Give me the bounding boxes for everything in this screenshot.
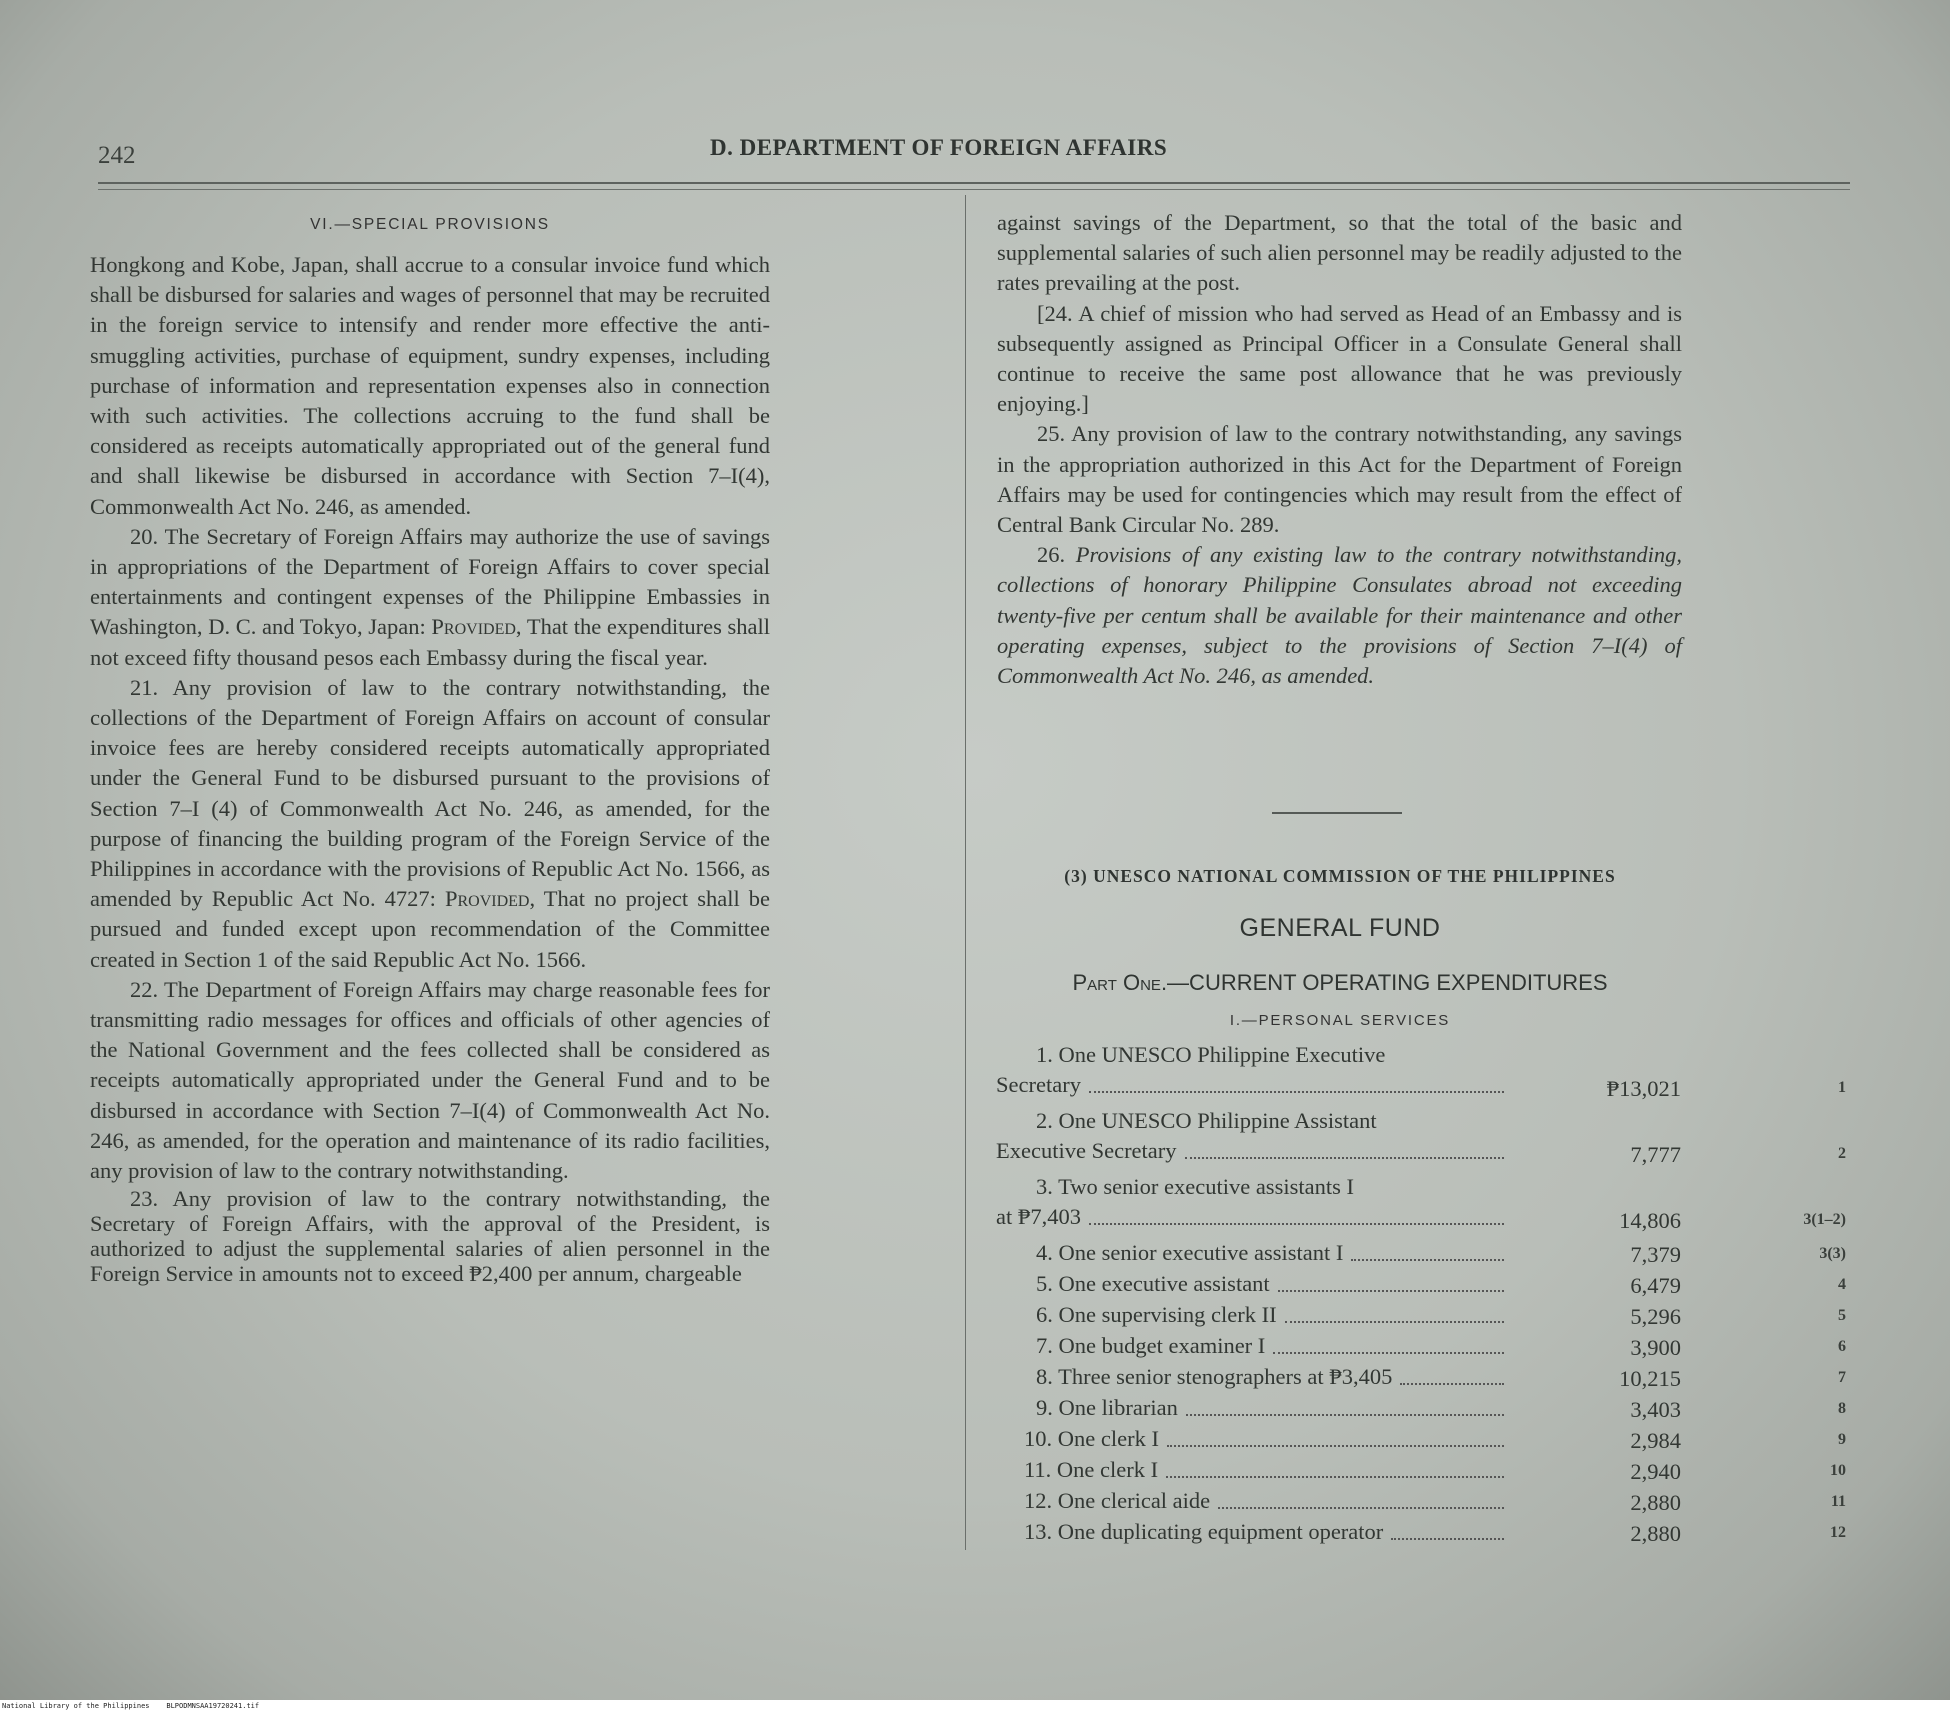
footer-source: National Library of the Philippines: [2, 1702, 150, 1710]
item-amount: 6,479: [1630, 1273, 1681, 1298]
item-line-number: 7: [1838, 1369, 1846, 1386]
footer-file: BLPODMNSAA19720241.tif: [166, 1702, 260, 1710]
item-description-line: 2. One UNESCO Philippine Assistant: [1036, 1108, 1377, 1133]
item-description-leader: [996, 1300, 1508, 1330]
dot-leader: [1167, 1445, 1504, 1447]
item-description-text: 13. One duplicating equipment operator: [1024, 1519, 1384, 1544]
fund-title: GENERAL FUND: [1239, 914, 1441, 942]
item-description-text: Secretary: [996, 1072, 1081, 1097]
item-description-leader: [996, 1486, 1508, 1516]
item-description-text: 9. One librarian: [1036, 1395, 1178, 1420]
paragraph-continued: Hongkong and Kobe, Japan, shall accrue to a consular invoice fund which shall be disbursed for salaries and wages of personnel that may be recruited in the foreign service to intensify and render more effective the anti-smuggling activities, purchase of equipment, sundry expenses, including purchase of information and representation expenses also in connection with such activities. The collections accruing to the fund shall be considered as receipts automatically appropriated out of the general fund and shall likewise be disbursed in accordance with Section 7–I(4), Commonwealth Act No. 246, as amended.: [90, 252, 770, 519]
item-line-number: 3(3): [1819, 1245, 1846, 1262]
part-title: [1000, 970, 1680, 996]
item-description-text: 11. One clerk I: [1024, 1457, 1159, 1482]
right-column: [997, 208, 1682, 691]
item-description: [996, 1040, 1508, 1100]
item-description-text: at ₱7,403: [996, 1204, 1082, 1229]
section-title: I.—PERSONAL SERVICES: [1229, 1012, 1451, 1029]
paragraph-26-number: 26.: [1037, 542, 1066, 568]
item-description: [996, 1106, 1508, 1166]
paragraph-21-text-cont: That no project shall be pursued and funded except upon recommendation of the Committee created in Section 1 of the said Republic Act No. 1566.: [90, 886, 771, 972]
item-description: [996, 1238, 1508, 1268]
item-amount: 2,940: [1630, 1459, 1681, 1484]
item-description: [996, 1424, 1508, 1454]
item-description: [996, 1300, 1508, 1330]
item-description-text: 6. One supervising clerk II: [1036, 1302, 1277, 1327]
item-amount: 2,880: [1630, 1490, 1681, 1515]
item-amount: 10,215: [1619, 1366, 1681, 1391]
item-amount: 2,984: [1630, 1428, 1681, 1453]
dot-leader: [1278, 1290, 1504, 1292]
header-rule-thin: [98, 189, 1850, 190]
running-head: D. DEPARTMENT OF FOREIGN AFFAIRS: [710, 135, 1168, 160]
paragraph-20: [90, 522, 770, 673]
item-description-text: 8. Three senior stenographers at ₱3,405: [1036, 1364, 1393, 1389]
special-provisions-heading: VI.—SPECIAL PROVISIONS: [310, 216, 550, 233]
item-line-number: 10: [1830, 1462, 1846, 1479]
item-description-line: 3. Two senior executive assistants I: [1036, 1174, 1354, 1199]
item-description-leader: [996, 1331, 1508, 1361]
item-description-leader: [996, 1202, 1508, 1232]
item-amount: 3,403: [1630, 1397, 1681, 1422]
item-description: [996, 1455, 1508, 1485]
item-description-leader: [996, 1517, 1508, 1547]
part-title-text: .—CURRENT OPERATING EXPENDITURES: [1160, 970, 1608, 995]
page-number: 242: [98, 142, 136, 169]
dot-leader: [1089, 1091, 1504, 1093]
item-amount: 7,777: [1630, 1142, 1681, 1167]
item-description-leader: [996, 1070, 1508, 1100]
item-description: [996, 1331, 1508, 1361]
item-description-text: Executive Secretary: [996, 1138, 1177, 1163]
item-description-leader: [996, 1269, 1508, 1299]
dot-leader: [1285, 1321, 1504, 1323]
item-description-leader: [996, 1393, 1508, 1423]
item-description-leader: [996, 1424, 1508, 1454]
agency-title: (3) UNESCO NATIONAL COMMISSION OF THE PHILIPPINES: [1064, 866, 1616, 886]
item-amount: 5,296: [1630, 1304, 1681, 1329]
item-line-number: 9: [1838, 1431, 1846, 1448]
dot-leader: [1186, 1414, 1504, 1416]
item-line-number: 3(1–2): [1803, 1211, 1846, 1228]
column-divider: [965, 195, 966, 1550]
item-line-number: 1: [1838, 1079, 1846, 1096]
part-label: Part One: [1072, 970, 1161, 995]
item-description: [996, 1172, 1508, 1232]
paragraph-25: 25. Any provision of law to the contrary notwithstanding, any savings in the appropriation authorized in this Act for the Department of Foreign Affairs may be used for contingencies which may result from the effect of Central Bank Circular No. 289.: [997, 421, 1682, 538]
paragraph-20-text: 20. The Secretary of Foreign Affairs may authorize the use of savings in appropriations of the Department of Foreign Affairs to cover special entertainments and contingent expenses of the Philippine Embassies in Washington, D. C. and Tokyo, Japan:: [90, 523, 770, 640]
item-description-leader: [996, 1136, 1508, 1166]
item-description: [996, 1486, 1508, 1516]
dot-leader: [1185, 1157, 1504, 1159]
item-amount: ₱13,021: [1606, 1076, 1681, 1101]
item-description-text: 7. One budget examiner I: [1036, 1333, 1266, 1358]
paragraph-26-text: Provisions of any existing law to the contrary notwithstanding, collections of honorary Philippine Consulates abroad not exceeding twenty-five per centum shall be available for their maintenance and other operating expenses, subject to the provisions of Section 7–I(4) of Commonwealth Act No. 246, as amended.: [997, 542, 1683, 689]
item-amount: 2,880: [1630, 1521, 1681, 1546]
item-description-leader: [996, 1455, 1508, 1485]
dot-leader: [1166, 1476, 1504, 1478]
item-description-text: 4. One senior executive assistant I: [1036, 1240, 1344, 1265]
dot-leader: [1273, 1352, 1504, 1354]
provided-label: Provided,: [431, 614, 522, 640]
item-amount: 3,900: [1630, 1335, 1681, 1360]
scan-footer: [0, 1700, 1950, 1713]
item-description-line: 1. One UNESCO Philippine Executive: [1036, 1042, 1386, 1067]
item-line-number: 2: [1838, 1145, 1846, 1162]
item-amount: 7,379: [1630, 1242, 1681, 1267]
header-rule: [98, 182, 1850, 184]
item-description-text: 12. One clerical aide: [1024, 1488, 1211, 1513]
dot-leader: [1400, 1383, 1504, 1385]
item-description-text: 10. One clerk I: [1024, 1426, 1159, 1451]
paragraph-20-text-cont: That the expenditures shall not exceed fifty thousand pesos each Embassy during the fiscal year.: [90, 614, 771, 670]
section-separator: [1272, 812, 1402, 814]
item-description: [996, 1393, 1508, 1423]
item-description-leader: [996, 1362, 1508, 1392]
paragraph-26: [997, 540, 1682, 691]
item-line-number: 12: [1830, 1524, 1846, 1541]
provided-label: Provided,: [444, 886, 536, 912]
item-line-number: 11: [1830, 1493, 1846, 1510]
item-line-number: 8: [1838, 1400, 1846, 1417]
dot-leader: [1218, 1507, 1504, 1509]
item-description: [996, 1269, 1508, 1299]
dot-leader: [1089, 1223, 1504, 1225]
item-description: [996, 1517, 1508, 1547]
item-line-number: 4: [1838, 1276, 1846, 1293]
paragraph-24: [24. A chief of mission who had served as Head of an Embassy and is subsequently assigned as Principal Officer in a Consulate General shall continue to receive the same post allowance that he was previously enjoying.]: [997, 300, 1682, 417]
item-amount: 14,806: [1619, 1208, 1681, 1233]
paragraph-21-text: 21. Any provision of law to the contrary notwithstanding, the collections of the Department of Foreign Affairs on account of consular invoice fees are hereby considered receipts automatically appropriated under the General Fund to be disbursed pursuant to the provisions of Section 7–I (4) of Commonwealth Act No. 246, as amended, for the purpose of financing the building program of the Foreign Service of the Philippines in accordance with the provisions of Republic Act No. 1566, as amended by Republic Act No. 4727:: [90, 674, 770, 912]
dot-leader: [1351, 1259, 1504, 1261]
item-description-leader: [996, 1238, 1508, 1268]
left-column: [90, 250, 770, 1286]
item-description: [996, 1362, 1508, 1392]
paragraph-23-continued: against savings of the Department, so that the total of the basic and supplemental salaries of such alien personnel may be readily adjusted to the rates prevailing at the post.: [997, 210, 1682, 296]
paragraph-22: 22. The Department of Foreign Affairs may charge reasonable fees for transmitting radio messages for offices and officials of other agencies of the National Government and the fees collected shall be considered as receipts automatically appropriated under the General Fund and to be disbursed in accordance with Section 7–I(4) of Commonwealth Act No. 246, as amended, for the operation and maintenance of its radio facilities, any provision of law to the contrary notwithstanding.: [90, 976, 770, 1184]
dot-leader: [1391, 1538, 1504, 1540]
item-line-number: 5: [1838, 1307, 1846, 1324]
paragraph-21: [90, 673, 770, 975]
item-description-text: 5. One executive assistant: [1036, 1271, 1270, 1296]
paragraph-23: 23. Any provision of law to the contrary notwithstanding, the Secretary of Foreign Affairs, with the approval of the President, is authorized to adjust the supplemental salaries of alien personnel in the Foreign Service in amounts not to exceed ₱2,400 per annum, chargeable: [90, 1186, 770, 1287]
item-line-number: 6: [1838, 1338, 1846, 1355]
